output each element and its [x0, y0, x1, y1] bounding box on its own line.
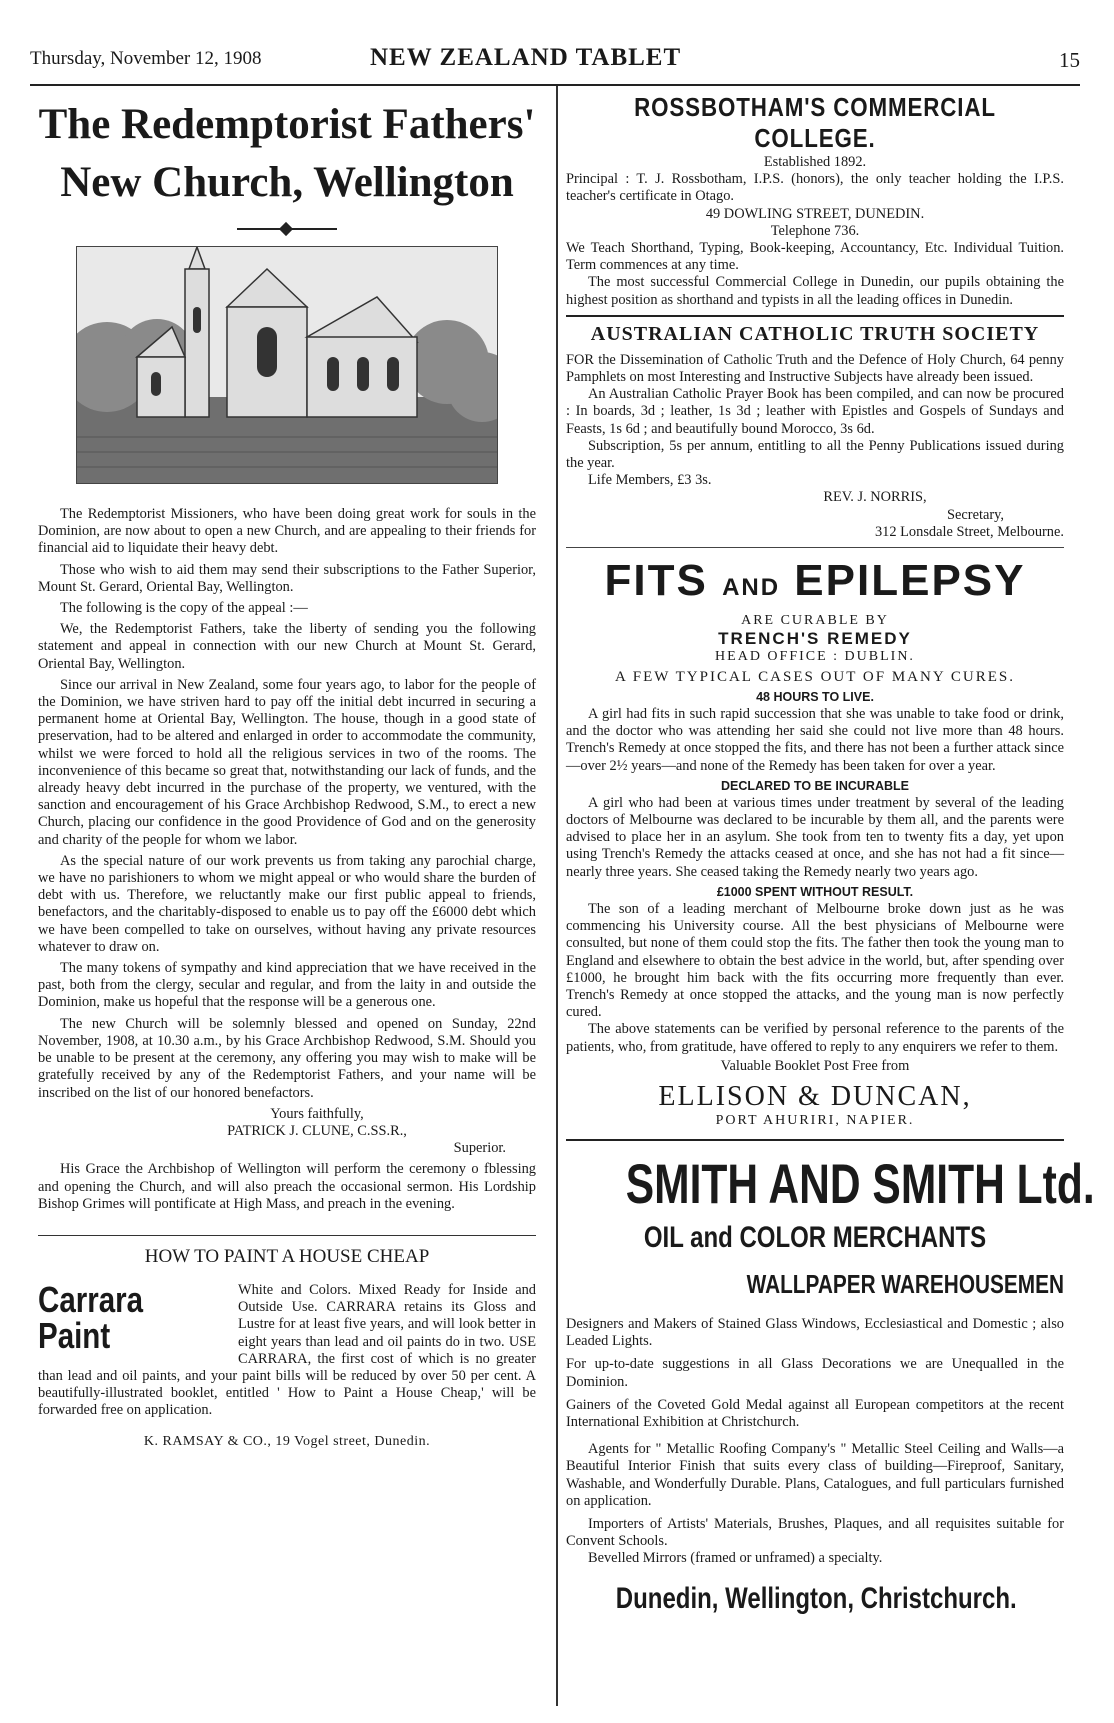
carrara-brand: Carrara Paint [38, 1281, 144, 1356]
section-rule [566, 547, 1064, 548]
act-signer-title: Secretary, [947, 506, 1004, 523]
case-heading: DECLARED TO BE INCURABLE [721, 778, 909, 793]
college-success: The most successful Commercial College in Dunedin, our pupils obtaining the highest position as shorthand and typists in all the leading offices in Dunedin. [566, 274, 1064, 308]
title-ornament [237, 224, 337, 234]
case-heading: £1000 SPENT WITHOUT RESULT. [716, 884, 914, 899]
wallpaper-heading: WALLPAPER WAREHOUSEMEN [746, 1268, 1064, 1299]
smith-paragraph: Gainers of the Coveted Gold Medal against all European competitors at the recent International Exhibition at Christchurch. [566, 1396, 1064, 1430]
carrara-text: White and Colors. Mixed Ready for Inside and Outside Use. CARRARA retains its Gloss and Lustre for at least five years, and will look better in eight years than lead and oil paints do in two. USE CARRARA, the first cost of which is no greater than lead and oil paints, and your paint bills will be reduced by over 50 per cent. A beautifully-illustrated booklet, entitled ' How to Paint a House Cheap,' will be forwarded free on application. [38, 1281, 536, 1419]
case-text: A girl who had been at various times under treatment by several of the leading doctors of Melbourne was declared to be incurable by them all, and the parents were advised to place her in an asylum. She took from ten to twenty fits a day, yet upon using Trench's Remedy the attacks ceased at once, and she has not had a fit since—nearly three years. She ceased taking the Remedy nearly two years ago. [566, 794, 1064, 880]
article-paragraph: As the special nature of our work prevents us from taking any parochial charge, we have no parishioners to whom we might appeal or who would share the burden of debt with us. Therefore, we reluctantly make our first public appeal to friends, benefactors, and the charitably-disposed to enable us to pay off the £6000 debt which we have been compelled to take on ourselves, without having any private resources whatever to draw on. [38, 852, 536, 955]
trench-remedy: TRENCH'S REMEDY [718, 629, 912, 649]
right-column [566, 92, 1095, 1616]
college-principal: Principal : T. J. Rossbotham, I.P.S. (honors), the only teacher holding the I.P.S. teacher's certificate in Otago. [566, 171, 1064, 205]
smith-paragraph: For up-to-date suggestions in all Glass Decorations we are Unequalled in the Dominion. [566, 1356, 1064, 1390]
smith-heading: SMITH AND SMITH Ltd. [625, 1151, 1095, 1215]
smith-paragraph: Importers of Artists' Materials, Brushes, Plaques, and all requisites suitable for Convent Schools. [566, 1515, 1064, 1550]
carrara-advert [38, 1282, 536, 1420]
article-title-line2: New Church, Wellington [60, 159, 514, 206]
act-paragraph: FOR the Dissemination of Catholic Truth and the Defence of Holy Church, 64 penny Pamphlets on most Interesting and Instructive Subjects have already been issued. [566, 351, 1064, 386]
act-signer: REV. J. NORRIS, [823, 489, 927, 506]
signer-name: PATRICK J. CLUNE, C.SS.R., [227, 1122, 407, 1139]
smith-paragraph: Designers and Makers of Stained Glass Windows, Ecclesiastical and Domestic ; also Leaded Lights. [566, 1315, 1064, 1350]
article-paragraph: We, the Redemptorist Fathers, take the liberty of sending you the following statement and appeal in connection with our new Church at Mount St. Gerard, Oriental Bay, Wellington. [38, 621, 536, 672]
article-paragraph: The following is the copy of the appeal :— [60, 600, 308, 617]
column-divider [556, 86, 558, 1706]
paint-ad-heading: HOW TO PAINT A HOUSE CHEAP [38, 1235, 536, 1268]
booklet-line: Valuable Booklet Post Free from [720, 1057, 910, 1074]
article-title-line1: The Redemptorist Fathers' [38, 101, 536, 148]
case-text: A girl had fits in such rapid succession that she was unable to take food or drink, and the doctor who was attending her said she could not live more than 48 hours. Trench's Remedy at once stopped the fits, and there has not been a further attack since—over 2½ years—and none of the Remedy has been taken for over a year. [566, 706, 1064, 774]
closing-paragraph: His Grace the Archbishop of Wellington will perform the ceremony o fblessing and opening the Church, and will also preach the occasional sermon. His Lordship Bishop Grimes will pontificate at High Mass, and preach in the evening. [38, 1161, 536, 1212]
napier-address: PORT AHURIRI, NAPIER. [715, 1112, 915, 1128]
article-paragraph: Those who wish to aid them may send their subscriptions to the Father Superior, Mount St. Gerard, Oriental Bay, Wellington. [38, 561, 536, 595]
header-date: Thursday, November 12, 1908 [30, 48, 262, 69]
college-phone: Telephone 736. [770, 222, 860, 239]
sign-off: Yours faithfully, [270, 1105, 364, 1122]
college-established: Established 1892. [763, 154, 867, 170]
smith-cities: Dunedin, Wellington, Christchurch. [615, 1581, 1017, 1615]
fits-and: AND [722, 574, 781, 602]
case-text: The son of a leading merchant of Melbourne broke down just as he was commencing his University course. All the best physicians of Melbourne were consulted, but none of them could stop the fits. The father then took the young man to England and elsewhere to obtain the best advice in the world, but, after spending over £1000, he brought him back with the fits occurring more frequently than ever. Trench's Remedy at once stopped the attacks, and the young man is now perfectly cured. [566, 900, 1064, 1021]
oil-color-heading: OIL and COLOR MERCHANTS [643, 1220, 987, 1254]
few-cases: A FEW TYPICAL CASES OUT OF MANY CURES. [615, 669, 1015, 686]
fits-word: FITS [604, 556, 708, 606]
college-address: 49 DOWLING STREET, DUNEDIN. [705, 205, 925, 222]
section-rule [566, 1139, 1064, 1141]
header-page-number: 15 [1059, 48, 1080, 72]
act-address: 312 Lonsdale Street, Melbourne. [874, 523, 1064, 540]
smith-paragraph: Agents for " Metallic Roofing Company's " Metallic Steel Ceiling and Walls—a Beautiful Interior Finish that suits every class of building—Fireproof, Sanitary, Washable, and Wonderfully Durable. Plans, Catalogues, and full particulars furnished on application. [566, 1441, 1064, 1509]
article-paragraph: The new Church will be solemnly blessed and opened on Sunday, 22nd November, 1908, at 10.30 a.m., by his Grace Archbishop Redwood, S.M. Should you be unable to be present at the ceremony, any offering you may wish to make will be gratefully received by any of the Redemptorist Fathers, and your name will be inscribed on the list of our honored benefactors. [38, 1015, 536, 1101]
header-title: NEW ZEALAND TABLET [370, 44, 682, 71]
case-text: The above statements can be verified by personal reference to the parents of the patients, who, from gratitude, have offered to reply to any enquirers we refer to them. [566, 1021, 1064, 1055]
section-rule [566, 315, 1064, 317]
article-paragraph: The Redemptorist Missioners, who have been doing great work for souls in the Dominion, are now about to open a new Church, and are appealing to their friends for financial aid to liquidate their heavy debt. [38, 506, 536, 557]
smith-paragraph: Bevelled Mirrors (framed or unframed) a specialty. [588, 1550, 883, 1567]
college-title: ROSSBOTHAM'S COMMERCIAL COLLEGE. [634, 92, 996, 153]
page-header [30, 40, 1080, 86]
epilepsy-word: EPILEPSY [794, 556, 1026, 606]
head-office: HEAD OFFICE : DUBLIN. [715, 649, 915, 665]
curable-by: ARE CURABLE BY [741, 613, 889, 629]
fits-heading [566, 556, 1064, 613]
article-paragraph: Since our arrival in New Zealand, some four years ago, to labor for the people of the Dominion, we have striven hard to pay off the initial debt incurred in securing a permanent home at Oriental Bay, Wellington. The house, though in a good state of preservation, had to be altered and enlarged in order to accommodate the community, whilst we were forced to hold all the religious services in two of the rooms. The inconvenience of this became so great that, notwithstanding our lack of funds, and the already heavy debt incurred in the purchase of the property, we ventured, with the sanction and encouragement of his Grace Archbishop Redwood, S.M., to erect a new Church, placing our confidence in the good Providence of God and on the generosity and charity of the people for whom we labor. [38, 676, 536, 848]
article-paragraph: The many tokens of sympathy and kind appreciation that we have received in the past, both from the clergy, secular and regular, and from the laity in and outside the Dominion, make us hopeful that the response will be a generous one. [38, 960, 536, 1011]
act-paragraph: An Australian Catholic Prayer Book has been compiled, and can now be procured : In boards, 3d ; leather, 1s 3d ; leather with Epistles and Gospels of Sundays and Feasts, 1s 6d ; and beautifully bound Morocco, 3s 6d. [566, 386, 1064, 437]
left-column [38, 92, 536, 1450]
carrara-address: K. RAMSAY & CO., 19 Vogel street, Dunedin. [143, 1433, 431, 1449]
signer-title: Superior. [453, 1140, 506, 1157]
act-paragraph: Life Members, £3 3s. [588, 472, 712, 489]
act-title: AUSTRALIAN CATHOLIC TRUTH SOCIETY [590, 322, 1040, 345]
college-teach: We Teach Shorthand, Typing, Book-keeping, Accountancy, Etc. Individual Tuition. Term commences at any time. [566, 240, 1064, 274]
ellison-duncan: ELLISON & DUNCAN, [658, 1080, 972, 1112]
church-illustration [76, 246, 498, 484]
case-heading: 48 HOURS TO LIVE. [756, 690, 874, 705]
act-paragraph: Subscription, 5s per annum, entitling to all the Penny Publications issued during the year. [566, 437, 1064, 472]
